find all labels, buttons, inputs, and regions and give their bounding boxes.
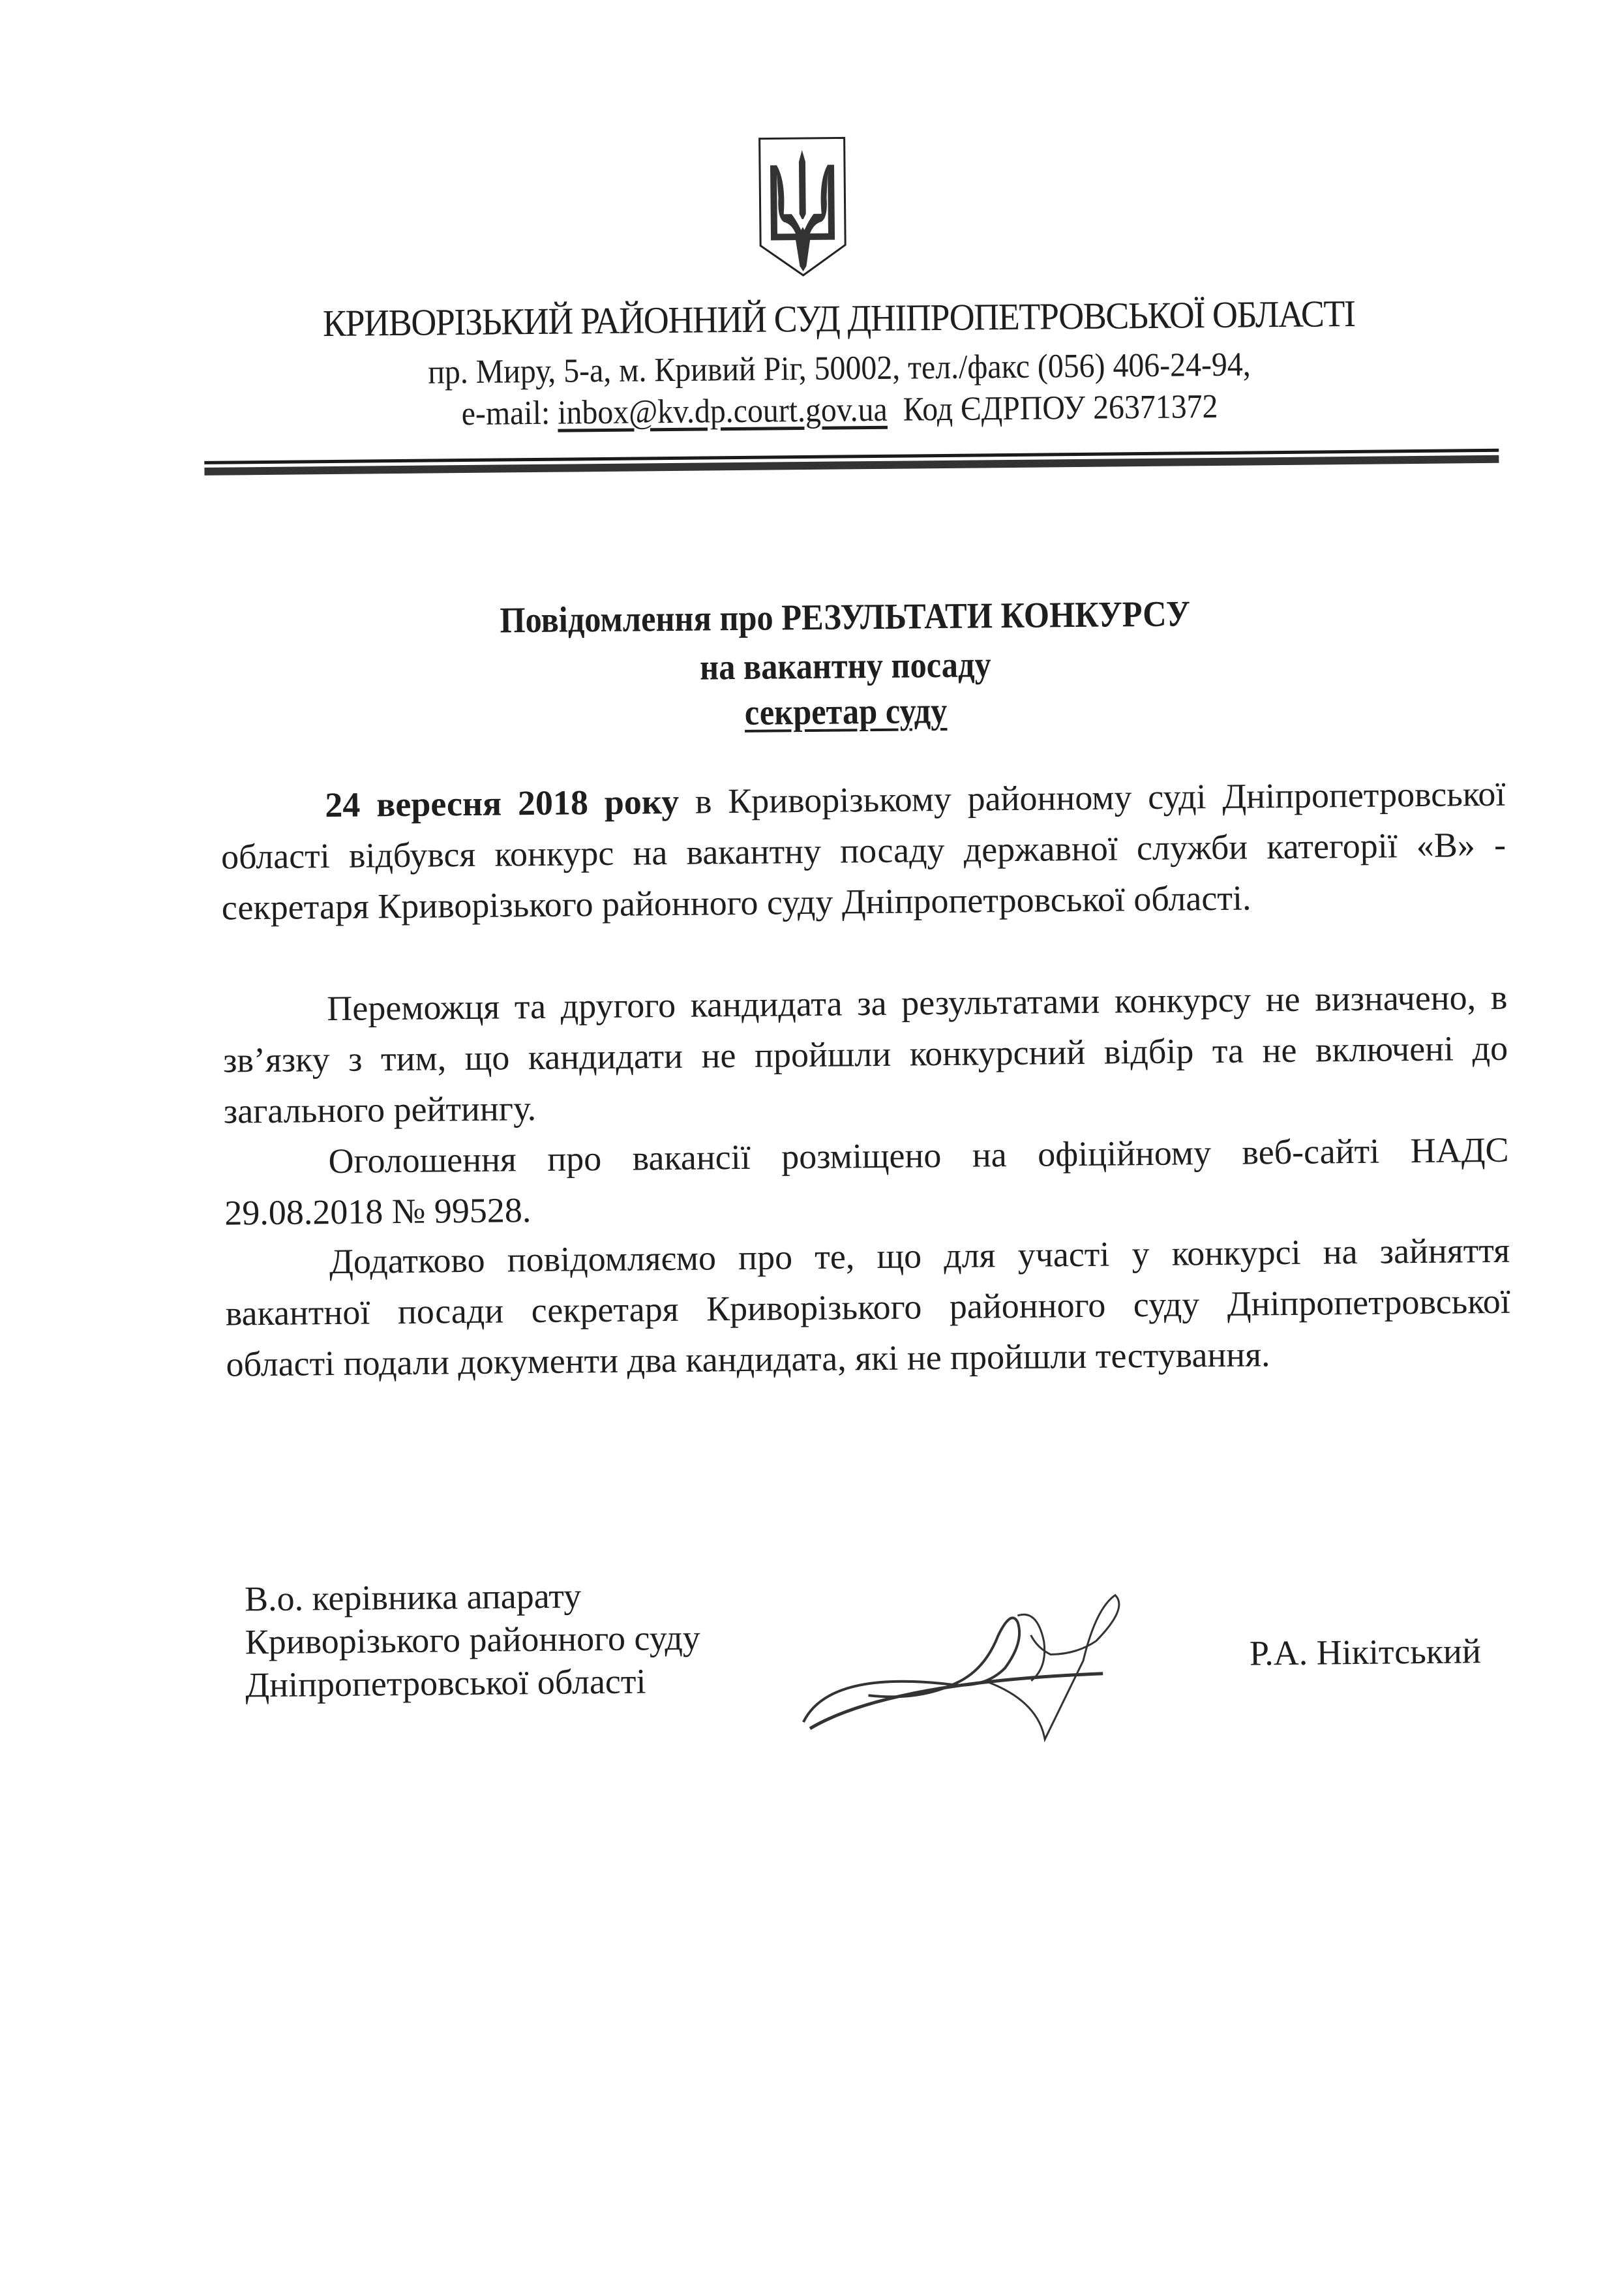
letterhead-rule-thick bbox=[204, 455, 1499, 476]
email-label: e-mail: bbox=[461, 394, 550, 433]
handwritten-signature-icon bbox=[789, 1569, 1182, 1749]
paragraph-text: Оголошення про вакансії розміщено на офіційному веб-сайті НАДС 29.08.2018 № 99528. bbox=[224, 1130, 1509, 1233]
position-line: Криворізького районного суду bbox=[245, 1618, 701, 1662]
email-link[interactable]: inbox@kv.dp.court.gov.ua bbox=[557, 391, 888, 432]
paragraph-text: в Криворізькому районному суді Дніпропетровської області відбувся конкурс на вакантну посаду державної служби категорії «В» - секретаря Криворізького районного суду Дніпропетровської області. bbox=[220, 774, 1506, 928]
address-line: пр. Миру, 5-а, м. Кривий Ріг, 50002, тел./факс (056) 406-24-94, bbox=[428, 346, 1251, 391]
notice-title: Повідомлення про РЕЗУЛЬТАТИ КОНКУРСУ bbox=[500, 594, 1191, 641]
competition-date: 24 вересня 2018 року bbox=[325, 781, 680, 825]
signatory-position bbox=[245, 1573, 701, 1707]
paragraph-additional-info bbox=[225, 1225, 1511, 1390]
paragraph-announcement bbox=[224, 1125, 1509, 1239]
position-line: В.о. керівника апарату bbox=[244, 1576, 582, 1619]
paragraph-no-winner bbox=[222, 972, 1508, 1137]
paragraph-competition-held bbox=[220, 768, 1506, 933]
coat-of-arms-icon bbox=[757, 135, 848, 278]
signatory-name: Р.А. Нікітський bbox=[1249, 1631, 1482, 1673]
paragraph-text: Додатково повідомляємо про те, що для участі у конкурсі на зайняття вакантної посади секретаря Криворізького районного суду Дніпропетровської області подали документи два кандидата, які не пройшли тестування. bbox=[225, 1230, 1511, 1384]
notice-subtitle: на вакантну посаду bbox=[699, 644, 991, 688]
notice-position: секретар суду bbox=[744, 690, 948, 733]
paragraph-text: Переможця та другого кандидата за результатами конкурсу не визначено, в зв’язку з тим, що кандидати не пройшли конкурсний відбір та не включені до загального рейтингу. bbox=[222, 977, 1508, 1131]
edrpou-code: Код ЄДРПОУ 26371372 bbox=[903, 387, 1218, 429]
contact-line bbox=[273, 385, 1407, 435]
organization-name: КРИВОРІЗЬКИЙ РАЙОННИЙ СУД ДНІПРОПЕТРОВСЬКОЇ ОБЛАСТІ bbox=[322, 292, 1355, 345]
position-line: Дніпропетровської області bbox=[245, 1661, 646, 1705]
